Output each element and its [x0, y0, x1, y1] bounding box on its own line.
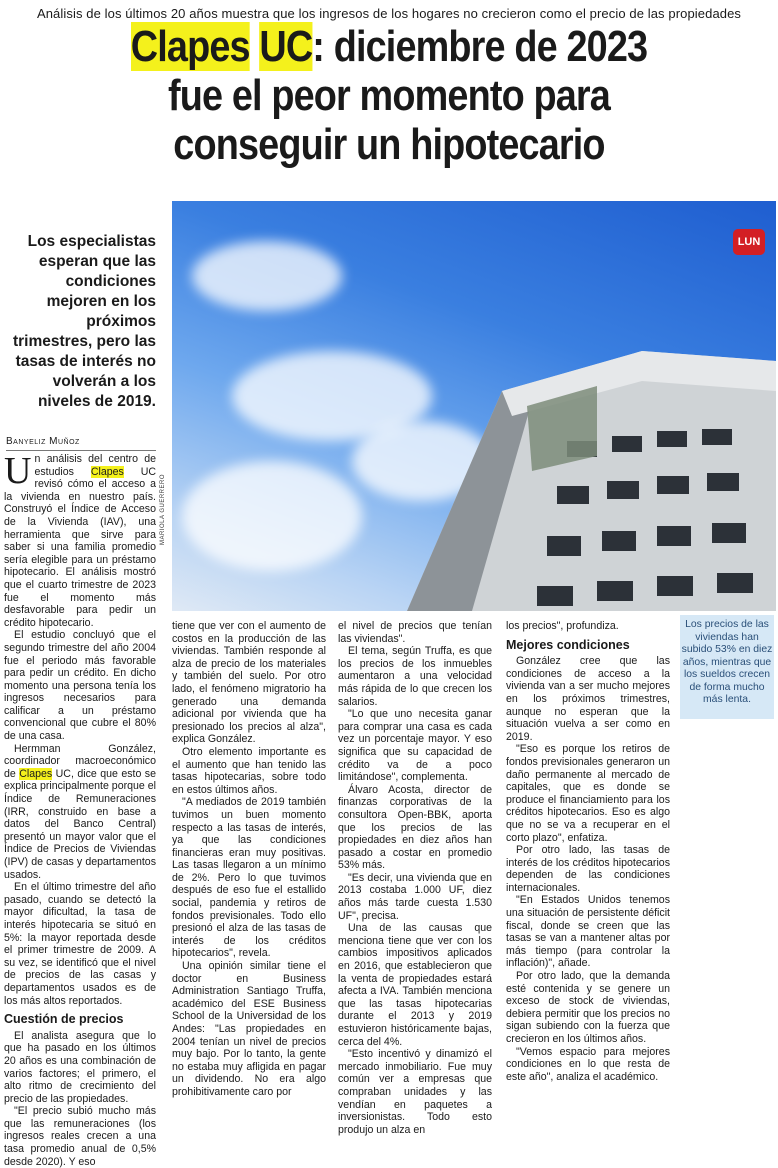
col4-p2: González cree que las condiciones de acceso a la vivienda van a ser mucho mejores en los próximos trimestres, aunque no esperan que la situación vuelva a ser como en 2019.: [506, 655, 670, 743]
building-illustration: [172, 201, 776, 611]
col3-p1: el nivel de precios que tenían las viviendas".: [338, 620, 492, 645]
headline-highlight-uc: UC: [259, 22, 313, 71]
headline-line1: : diciembre de 2023: [312, 22, 648, 71]
headline-line2: fue el peor momento para: [168, 71, 610, 120]
subhead-mejores-condiciones: Mejores condiciones: [506, 637, 630, 652]
photo-credit: MARIOLA GUERRERO: [160, 473, 166, 545]
col2-p1: tiene que ver con el aumento de costos en la producción de las viviendas. También responde al alza de precio de los materiales y también del suelo. Por otro lado, el fenómeno migratorio ha generado una demanda adicional por vivienda que ha presionado los precios al alza", explica González.: [172, 620, 326, 746]
col1-p3b: UC, dice que esto se explica principalmente porque el Índice de Remuneraciones (IRR, construido en base a datos del Banco Central) presentó un mayor valor que el Índice de Precios de Viviendas (IPV) de casas y departamentos usados.: [4, 767, 156, 881]
headline-line3: conseguir un hipotecario: [173, 120, 605, 169]
col4-p6: Por otro lado, que la demanda esté contenida y se genere un exceso de stock de viviendas, debiera permitir que los precios no sigan subiendo con la fuerza que crecieron en los últimos años.: [506, 970, 670, 1045]
sidebar-callout: Los precios de las viviendas han subido 53% en diez años, mientras que los sueldos crecen de forma mucho más lenta.: [680, 615, 774, 719]
col1-p1b: UC revisó cómo el acceso a la vivienda en nuestro país. Construyó el Índice de Acceso de la Vivienda (IAV), una herramienta que sirve para saber si una familia promedio sería elegible para un préstamo hipotecario. El análisis mostró que el cuarto trimestre de 2023 fue el momento más desfavorable para pedir un crédito hipotecario.: [4, 465, 156, 629]
col3-p7: "Esto incentivó y dinamizó el mercado inmobiliario. Fue muy común ver a empresas que compraban unidades y las vendían en paquetes a inversionistas. Todo esto produjo un alza en: [338, 1048, 492, 1136]
column-3: [338, 620, 492, 1136]
column-4: [506, 620, 670, 1083]
headline: [54, 22, 723, 169]
col1-p4: En el último trimestre del año pasado, cuando se detectó la mayor dificultad, la tasa de interés hipotecaria se situó en 5%: la mayor reportada desde el primer trimestre de 2009. A su vez, se identificó que el nivel de precios de las casas y departamentos usados es de los más altos reportados.: [4, 881, 156, 1007]
col3-p4: Álvaro Acosta, director de finanzas corporativas de la consultora Open-BBK, aporta que los precios de las propiedades en diez años han pasado a costar en promedio 53% más.: [338, 783, 492, 872]
col4-p1: los precios", profundiza.: [506, 620, 619, 632]
col2-p4: Una opinión similar tiene el doctor en Business Administration Santiago Truffa, académico del ESE Business School de la Universidad de los Andes: "Las propiedades en 2004 tenían un nivel de precios muy bajo. Por lo tanto, la gente no estaba muy afligida en pagar un dividendo. No era algo prohibitivamente caro por: [172, 960, 326, 1098]
col4-p3: "Eso es porque los retiros de fondos previsionales generaron un daño permanente al mercado de capitales, que es donde se produce el financiamiento para los créditos hipotecarios. Eso es algo que no se va a recuperar en el corto plazo", enfatiza.: [506, 743, 670, 844]
col3-p5: "Es decir, una vivienda que en 2013 costaba 1.000 UF, diez años más tarde cuesta 1.530 UF", precisa.: [338, 871, 492, 922]
lead-paragraph: Los especialistas esperan que las condiciones mejoren en los próximos trimestres, pero las tasas de interés no volverán a los niveles de 2019.: [12, 233, 156, 410]
col1-highlight-2: Clapes: [19, 767, 53, 780]
building-photo: [172, 201, 776, 611]
byline: Banyeliz Muñoz: [6, 436, 156, 451]
col1-p3a: Hermman González, coordinador macroeconómico de: [4, 742, 156, 780]
col3-p3: "Lo que uno necesita ganar para comprar una casa es cada vez un porcentaje mayor. Y eso significa que su capacidad de crédito va de a poco limitándose", complementa.: [338, 708, 492, 784]
col3-p2: El tema, según Truffa, es que los precios de los inmuebles aumentaron a una velocidad más rápida de lo que crecen los salarios.: [338, 645, 492, 708]
col2-p2: Otro elemento importante es el aumento que han tenido las tasas hipotecarias, sobre todo en estos últimos años.: [172, 745, 326, 796]
col1-highlight: Clapes: [90, 465, 124, 478]
col4-p4: Por otro lado, las tasas de interés de los créditos hipotecarios dependen de las condiciones internacionales.: [506, 844, 670, 894]
col1-p5: El analista asegura que lo que ha pasado en los últimos 20 años es una combinación de varios factores; el primero, el alto ritmo de crecimiento del precio de las propiedades.: [4, 1029, 156, 1105]
subhead-cuestion-precios: Cuestión de precios: [4, 1012, 124, 1027]
col1-p2: El estudio concluyó que el segundo trimestre del año 2004 fue el periodo más favorable para pedir un crédito. En dicho momento una persona tenía los ingresos necesarios para calificar a un préstamo convencional que cubre el 80% de una casa.: [4, 629, 156, 743]
col1-p6: "El precio subió mucho más que las remuneraciones (los ingresos reales crecen a una tasa promedio anual de 0,5% desde 2020). Y eso: [4, 1105, 156, 1168]
column-1: [4, 450, 156, 1168]
column-2: [172, 620, 326, 1099]
kicker: Análisis de los últimos 20 años muestra que los ingresos de los hogares no crecieron como el precio de las propiedades: [36, 6, 742, 21]
drop-cap: U: [4, 450, 32, 492]
col4-p7: "Vemos espacio para mejores condiciones en lo que resta de este año", analiza el académico.: [506, 1045, 670, 1083]
col1-p1a: n análisis del centro de estudios: [34, 453, 156, 478]
col4-p5: "En Estados Unidos tenemos una situación de persistente déficit fiscal, donde se creen que las tasas se van a mantener altas por más tiempo (para controlar la inflación)", añade.: [506, 894, 670, 970]
lun-logo: LUN: [733, 229, 765, 255]
col3-p6: Una de las causas que menciona tiene que ver con los cambios impositivos aplicados en 2016, que establecieron que la venta de propiedades estará afecta a IVA. También menciona que las tasas hipotecarias durante el 2013 y 2019 estuvieron históricamente bajas, cerca del 4%.: [338, 922, 492, 1048]
headline-highlight-clapes: Clapes: [130, 22, 250, 71]
col2-p3: "A mediados de 2019 también tuvimos un buen momento respecto a las tasas de interés, ya que las condiciones financieras eran muy positivas. Las tasas llegaron a un mínimo de 2%. Pero lo que tuvimos después de eso fue el estallido social, pandemia y retiros de fondos previsionales. Todo ello presionó el alza de las tasas de interés de los créditos hipotecarios", revela.: [172, 796, 326, 960]
